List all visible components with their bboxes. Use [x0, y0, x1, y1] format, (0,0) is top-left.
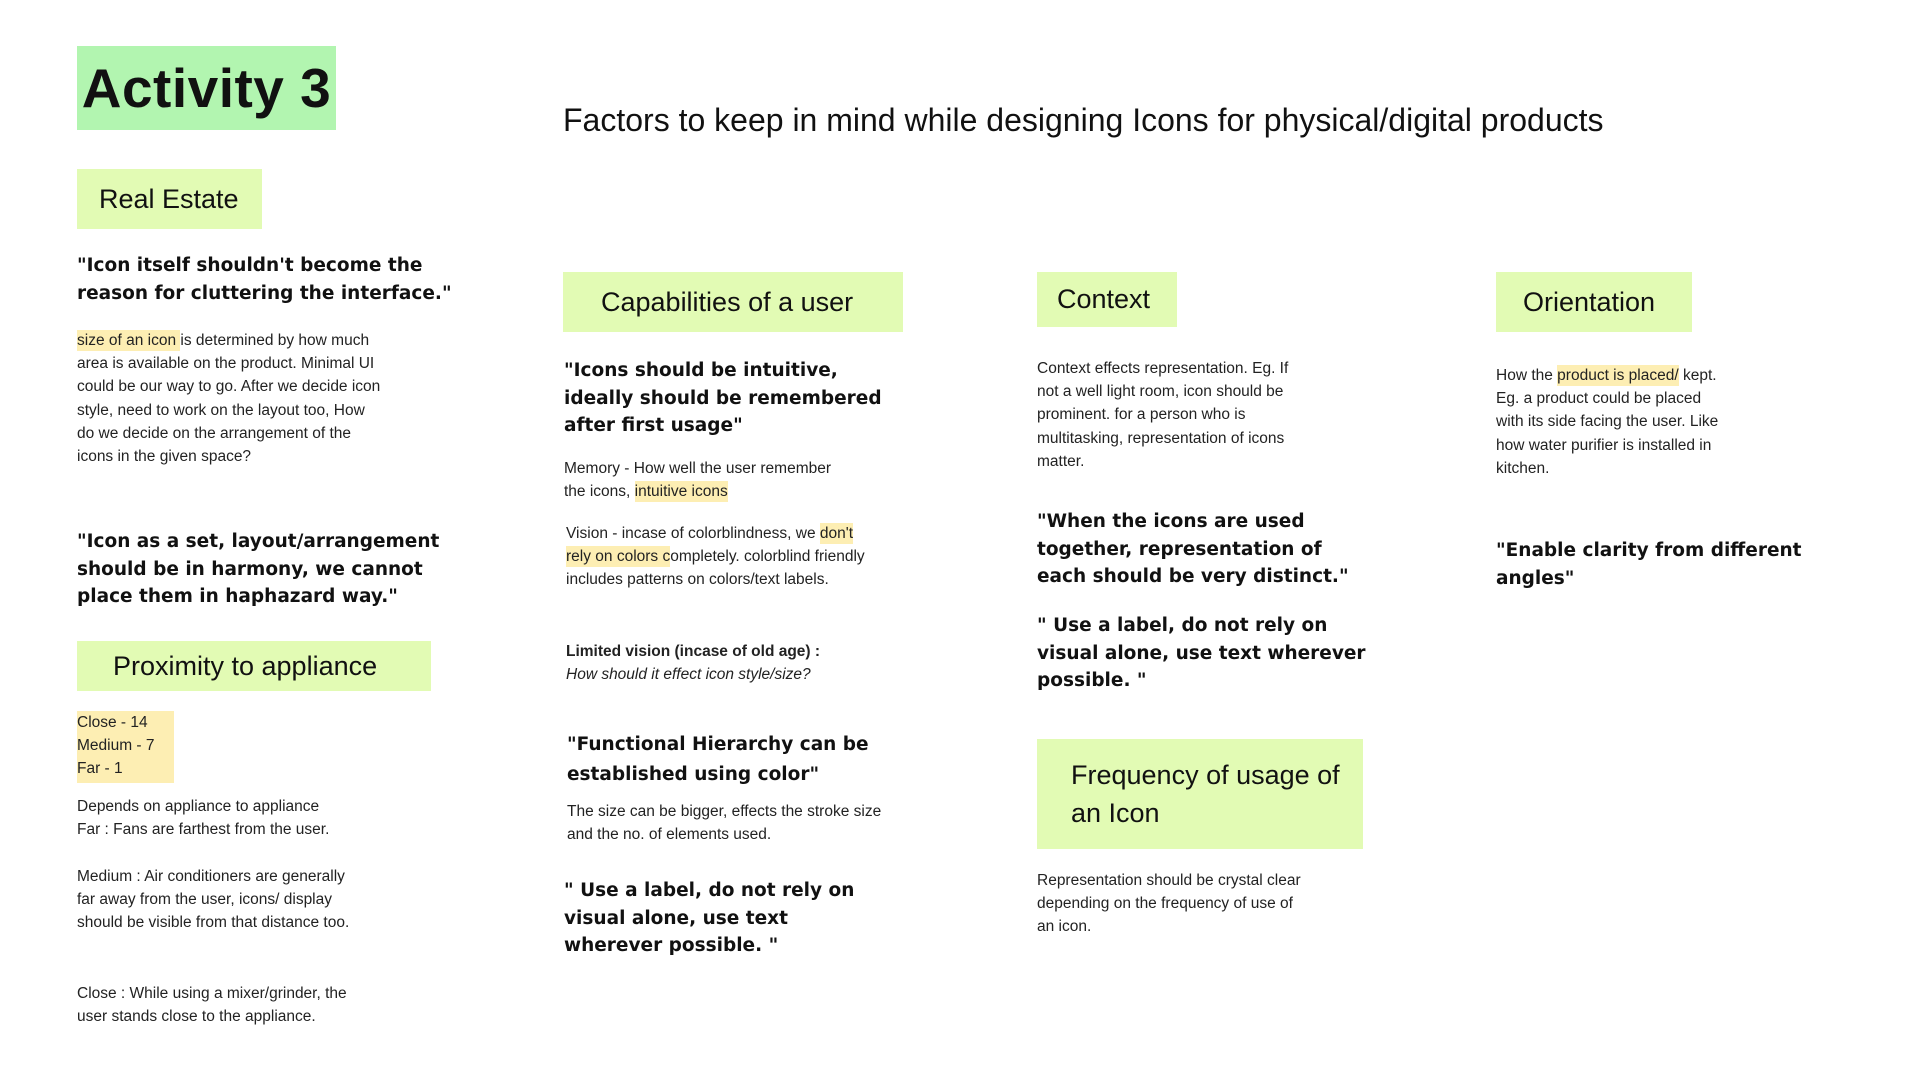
orientation-body: How the product is placed/ kept. Eg. a product could be placed with its side facing the user. Like how water purifier is installed in kitchen.: [1496, 367, 1719, 477]
orientation-heading: Orientation: [1496, 272, 1692, 332]
frequency-heading: Frequency of usage of an Icon: [1037, 739, 1363, 849]
capabilities-limited-vision-title: Limited vision (incase of old age) :: [566, 643, 821, 660]
capabilities-memory: Memory - How well the user remember the icons, intuitive icons: [564, 460, 832, 501]
highlight-product-is-placed: product is placed/: [1557, 367, 1679, 384]
real-estate-quote-2: "Icon as a set, layout/arrangement should be in harmony, we cannot place them in haphazard way.": [77, 531, 440, 607]
activity-title-box: [77, 46, 336, 130]
proximity-line-2: Far : Fans are farthest from the user.: [77, 821, 330, 838]
real-estate-heading: Real Estate: [77, 169, 262, 229]
proximity-close: Close : While using a mixer/grinder, the user stands close to the appliance.: [77, 985, 347, 1026]
highlight-size-of-icon: size of an icon: [77, 332, 181, 349]
capabilities-size-note: The size can be bigger, effects the stroke size and the no. of elements used.: [567, 803, 882, 844]
proximity-line-1: Depends on appliance to appliance: [77, 798, 320, 815]
page-subtitle: Factors to keep in mind while designing Icons for physical/digital products: [563, 102, 1604, 138]
capabilities-quote-1: "Icons should be intuitive, ideally should be remembered after first usage": [564, 360, 882, 436]
highlight-intuitive-icons: intuitive icons: [634, 483, 728, 501]
capabilities-quote-2: "Functional Hierarchy can be established using color": [567, 734, 869, 785]
capabilities-vision: Vision - incase of colorblindness, we don't rely on colors completely. colorblind friendly includes patterns on colors/text labels.: [566, 525, 865, 589]
proximity-level-close: Close - 14: [77, 714, 148, 731]
capabilities-heading: Capabilities of a user: [563, 272, 903, 332]
context-body: Context effects representation. Eg. If not a well light room, icon should be prominent. for a person who is multitasking, representation of icons matter.: [1037, 360, 1289, 470]
real-estate-quote-1: "Icon itself shouldn't become the reason for cluttering the interface.": [77, 255, 452, 304]
proximity-level-far: Far - 1: [77, 760, 123, 778]
capabilities-quote-3: " Use a label, do not rely on visual alone, use text wherever possible. ": [564, 880, 855, 956]
context-heading: Context: [1037, 272, 1177, 327]
proximity-medium: Medium : Air conditioners are generally far away from the user, icons/ display should be visible from that distance too.: [77, 868, 350, 932]
orientation-quote: "Enable clarity from different angles": [1496, 540, 1802, 589]
frequency-body: Representation should be crystal clear depending on the frequency of use of an icon.: [1037, 872, 1301, 936]
context-quote-2: " Use a label, do not rely on visual alone, use text wherever possible. ": [1037, 615, 1366, 691]
highlight-dont-rely-on-colors: don't rely on colors c: [566, 525, 854, 566]
proximity-heading: Proximity to appliance: [77, 641, 431, 691]
real-estate-body: size of an icon is determined by how much area is available on the product. Minimal UI could be our way to go. After we decide icon style, need to work on the layout too, How do we decide on the arrangement of the icons in the given space?: [77, 332, 381, 466]
context-quote-1: "When the icons are used together, representation of each should be very distinct.": [1037, 511, 1349, 587]
proximity-levels: [77, 711, 174, 783]
capabilities-limited-vision-question: How should it effect icon style/size?: [566, 666, 811, 683]
activity-title: Activity 3: [81, 57, 332, 119]
proximity-level-medium: Medium - 7: [77, 737, 155, 755]
